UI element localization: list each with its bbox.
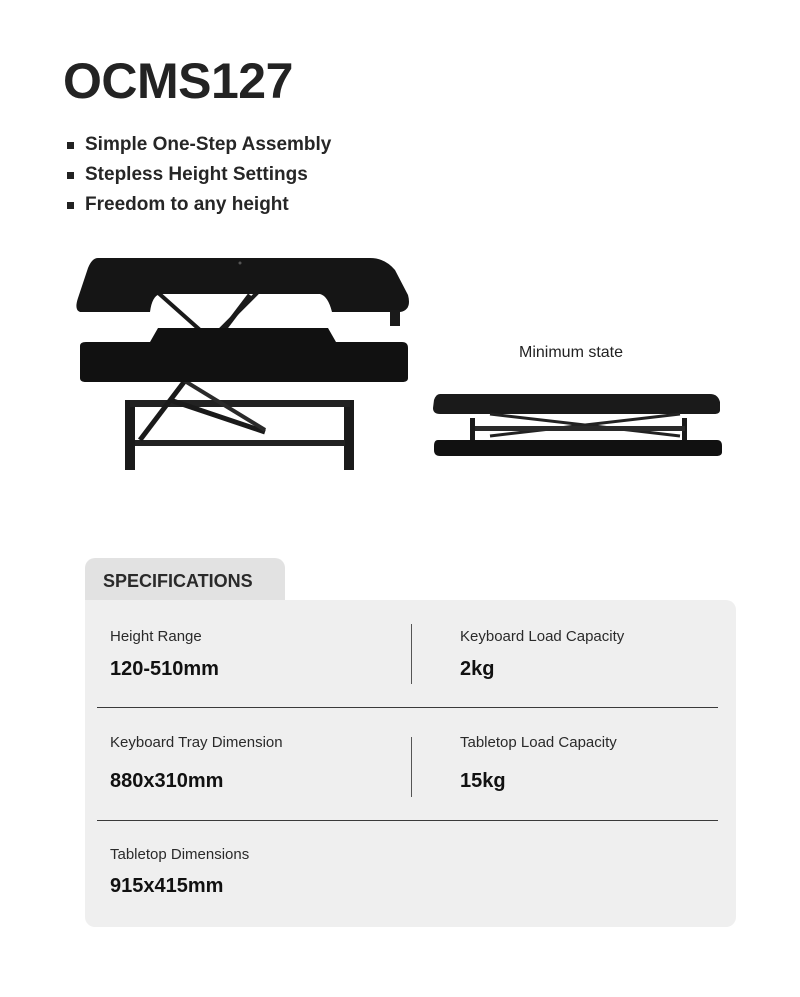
spec-label: Keyboard Load Capacity [460,628,625,645]
row-divider [97,820,718,821]
minimum-state-label: Minimum state [519,344,624,361]
feature-text: Freedom to any height [85,194,289,215]
spec-label: Tabletop Dimensions [110,846,250,863]
specifications-tab-label: SPECIFICATIONS [103,571,253,591]
product-model-title: OCMS127 [63,53,293,109]
feature-item [67,190,331,220]
spec-value: 880x310mm [110,770,224,792]
spec-value: 15kg [460,770,506,792]
spec-label: Tabletop Load Capacity [460,734,617,751]
feature-item [67,130,331,160]
desk-minimum-illustration [430,388,725,463]
specifications-card [85,600,736,927]
spec-value: 915x415mm [110,875,224,897]
square-bullet-icon [67,172,74,179]
desk-raised-illustration [70,250,420,475]
feature-text: Simple One-Step Assembly [85,134,332,155]
spec-value: 2kg [460,658,495,680]
specifications-tab [85,558,285,604]
feature-text: Stepless Height Settings [85,164,308,185]
feature-item [67,160,331,190]
column-divider [411,624,412,684]
spec-label: Keyboard Tray Dimension [110,734,283,751]
square-bullet-icon [67,142,74,149]
square-bullet-icon [67,202,74,209]
row-divider [97,707,718,708]
feature-list [67,130,331,220]
spec-value: 120-510mm [110,658,219,680]
spec-label: Height Range [110,628,202,645]
column-divider [411,737,412,797]
